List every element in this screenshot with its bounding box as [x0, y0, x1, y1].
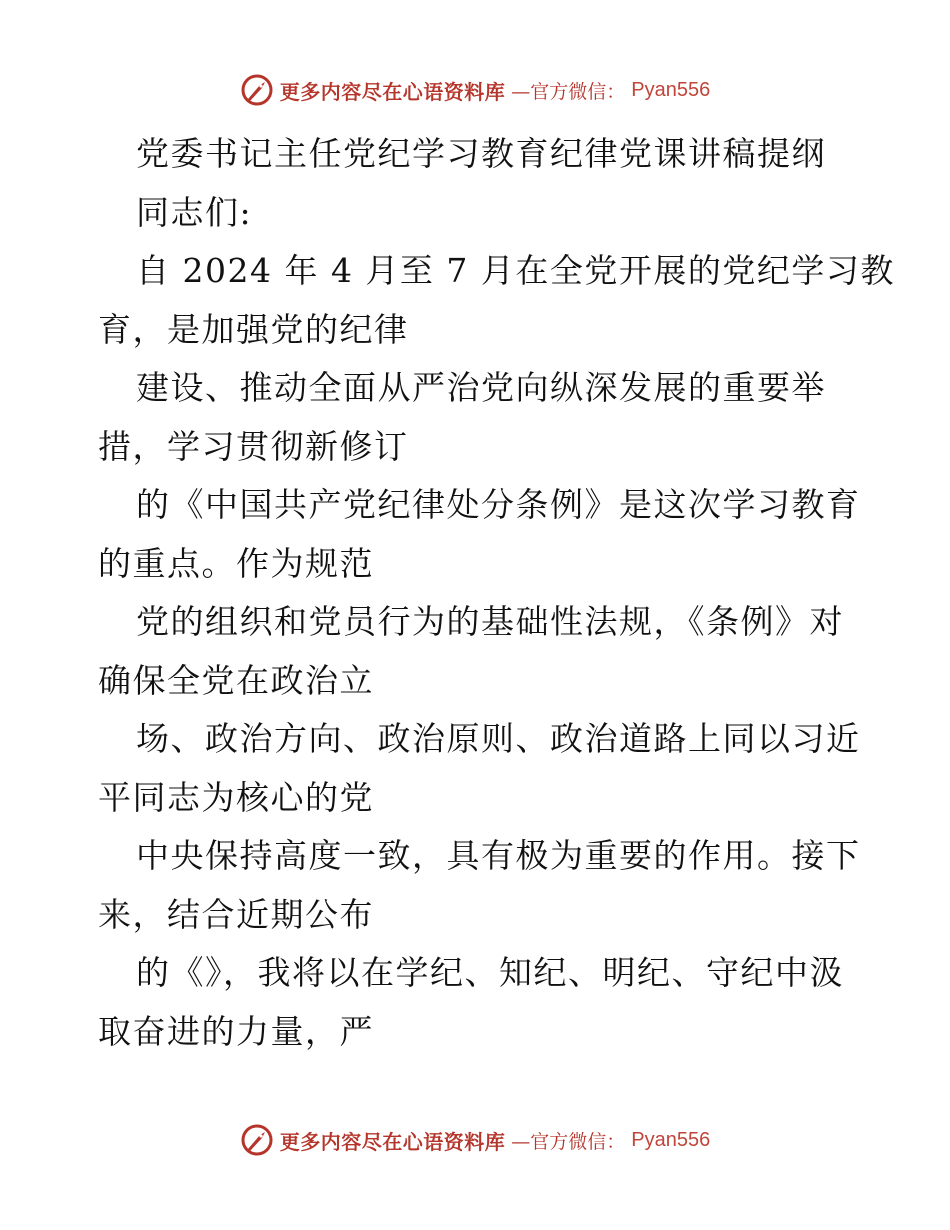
watermark-wechat-id: Pyan556	[631, 78, 711, 101]
watermark-site-text: 更多内容尽在心语资料库	[279, 1129, 506, 1154]
paragraph-line: 的《中国共产党纪律处分条例》是这次学习教育	[136, 485, 861, 524]
document-title: 党委书记主任党纪学习教育纪律党课讲稿提纲	[136, 134, 826, 173]
pen-nib-circle-icon	[240, 73, 274, 107]
paragraph-line: 确保全党在政治立	[98, 660, 374, 700]
greeting: 同志们:	[136, 192, 253, 232]
watermark-wechat-label: —官方微信：	[511, 80, 626, 103]
pen-nib-circle-icon	[240, 1123, 274, 1157]
paragraph-line: 中央保持高度一致，具有极为重要的作用。接下	[136, 836, 861, 875]
paragraph-line: 取奋进的力量，严	[98, 1011, 374, 1051]
paragraph-line: 来，结合近期公布	[98, 894, 374, 934]
paragraph-line: 自 2024 年 4 月至 7 月在全党开展的党纪学习教	[136, 251, 895, 290]
document-body	[98, 125, 895, 1061]
paragraph-line: 场、政治方向、政治原则、政治道路上同以习近	[136, 719, 861, 758]
header-watermark	[0, 70, 950, 110]
watermark-wechat-label: —官方微信：	[511, 1130, 626, 1153]
watermark-site-text: 更多内容尽在心语资料库	[279, 79, 506, 104]
paragraph-line: 的《》，我将以在学纪、知纪、明纪、守纪中汲	[136, 953, 844, 992]
paragraph-line: 育，是加强党的纪律	[98, 309, 409, 349]
watermark-wechat-id: Pyan556	[631, 1128, 711, 1151]
paragraph-line: 党的组织和党员行为的基础性法规，《条例》对	[136, 602, 844, 641]
paragraph-line: 平同志为核心的党	[98, 777, 374, 817]
paragraph-line: 的重点。作为规范	[98, 543, 374, 583]
footer-watermark	[0, 1120, 950, 1160]
paragraph-line: 建设、推动全面从严治党向纵深发展的重要举	[136, 368, 826, 407]
paragraph-line: 措，学习贯彻新修订	[98, 426, 409, 466]
